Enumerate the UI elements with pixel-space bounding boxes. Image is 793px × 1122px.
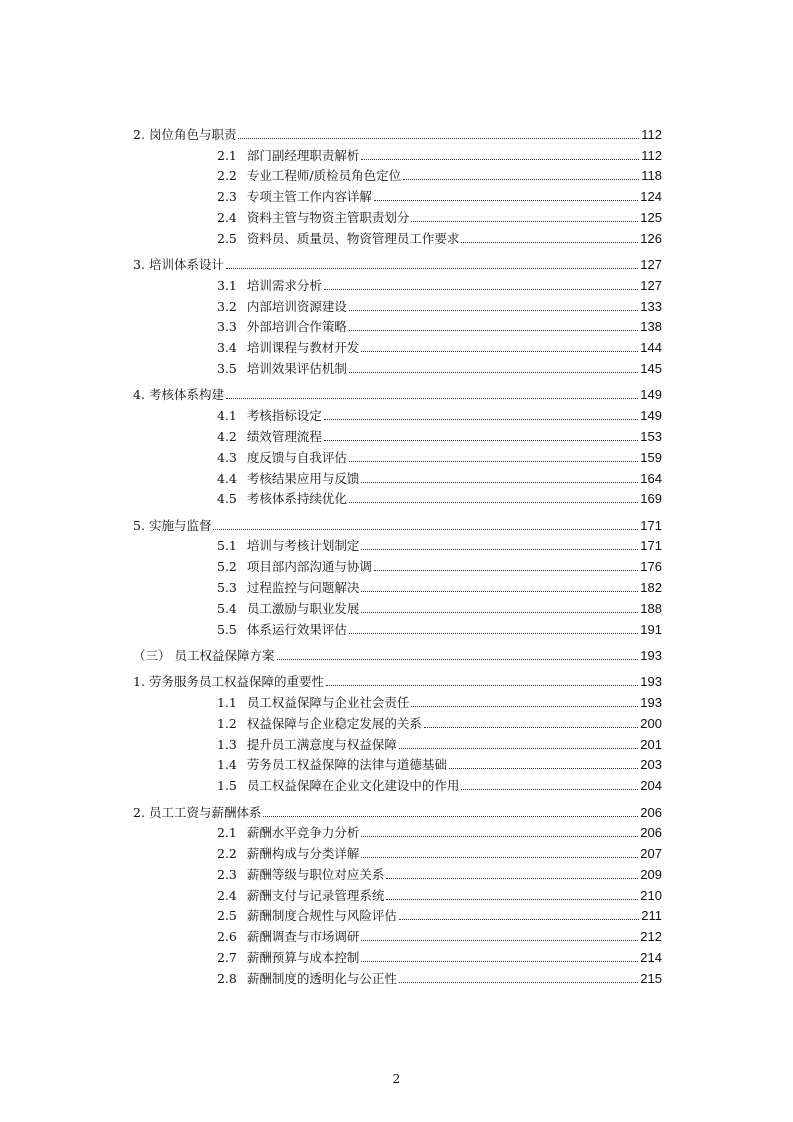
- toc-dot-leader: [263, 816, 638, 817]
- toc-entry-number: 3.4: [217, 340, 237, 356]
- toc-entry-title: 员工工资与薪酬体系: [148, 804, 262, 820]
- toc-entry-subsection[interactable]: [133, 924, 662, 945]
- toc-dot-leader: [403, 179, 639, 180]
- toc-entry-subsection[interactable]: [133, 164, 662, 185]
- toc-entry-title: 薪酬等级与职位对应关系: [246, 866, 385, 882]
- toc-entry-title: 培训需求分析: [246, 277, 322, 293]
- toc-entry-subsection[interactable]: [133, 315, 662, 336]
- table-of-contents: [133, 122, 662, 987]
- toc-entry-number: 5.1: [217, 538, 237, 554]
- toc-entry-number: 3.5: [217, 361, 237, 377]
- toc-entry-subsection[interactable]: [133, 711, 662, 732]
- toc-entry-subsection[interactable]: [133, 273, 662, 294]
- toc-entry-page: 159: [640, 449, 662, 465]
- toc-entry-number: 5.2: [217, 559, 237, 575]
- toc-entry-page: 207: [640, 846, 662, 862]
- toc-dot-leader: [361, 612, 638, 613]
- toc-entry-page: 214: [640, 950, 662, 966]
- toc-entry-number: 2.1: [217, 825, 237, 841]
- toc-dot-leader: [449, 768, 638, 769]
- toc-dot-leader: [361, 940, 638, 941]
- toc-entry-title: 部门副经理职责解析: [246, 147, 360, 163]
- toc-entry-number: 2.: [133, 126, 145, 142]
- toc-entry-number: 2.2: [217, 846, 237, 862]
- toc-dot-leader: [374, 570, 638, 571]
- toc-entry-section[interactable]: [133, 513, 662, 534]
- toc-entry-subsection[interactable]: [133, 487, 662, 508]
- toc-entry-title: 薪酬构成与分类详解: [246, 846, 360, 862]
- toc-entry-title: 培训与考核计划制定: [246, 538, 360, 554]
- toc-entry-page: 112: [641, 147, 662, 163]
- toc-entry-title: 度反馈与自我评估: [246, 449, 347, 465]
- toc-entry-number: 1.3: [217, 736, 237, 752]
- toc-dot-leader: [361, 549, 638, 550]
- toc-entry-number: 4.1: [217, 408, 237, 424]
- toc-dot-leader: [386, 899, 638, 900]
- toc-entry-number: 2.4: [217, 887, 237, 903]
- toc-entry-page: 133: [640, 298, 662, 314]
- toc-entry-number: 1.4: [217, 757, 237, 773]
- toc-entry-subsection[interactable]: [133, 403, 662, 424]
- toc-entry-number: 5.: [133, 517, 145, 533]
- toc-entry-page: 206: [640, 825, 662, 841]
- toc-dot-leader: [374, 200, 638, 201]
- toc-entry-number: （三）: [133, 647, 171, 663]
- toc-entry-number: 4.3: [217, 449, 237, 465]
- toc-entry-number: 2.8: [217, 970, 237, 986]
- toc-entry-page: 215: [640, 970, 662, 986]
- toc-entry-number: 2.1: [217, 147, 237, 163]
- toc-entry-number: 2.5: [217, 908, 237, 924]
- toc-entry-number: 1.2: [217, 715, 237, 731]
- toc-dot-leader: [349, 461, 638, 462]
- toc-entry-number: 3.3: [217, 319, 237, 335]
- toc-dot-leader: [326, 685, 638, 686]
- toc-entry-subsection[interactable]: [133, 596, 662, 617]
- toc-entry-number: 5.4: [217, 600, 237, 616]
- toc-entry-page: 138: [640, 319, 662, 335]
- toc-entry-page: 210: [640, 887, 662, 903]
- toc-entry-title: 考核体系构建: [148, 387, 224, 403]
- toc-entry-title: 岗位角色与职责: [148, 126, 237, 142]
- toc-entry-number: 2.: [133, 804, 145, 820]
- toc-dot-leader: [349, 330, 638, 331]
- toc-dot-leader: [399, 982, 638, 983]
- toc-entry-number: 4.5: [217, 491, 237, 507]
- toc-dot-leader: [226, 398, 638, 399]
- toc-entry-number: 3.: [133, 257, 145, 273]
- toc-entry-page: 191: [640, 621, 662, 637]
- toc-entry-number: 1.5: [217, 778, 237, 794]
- toc-entry-subsection[interactable]: [133, 773, 662, 794]
- toc-entry-title: 考核体系持续优化: [246, 491, 347, 507]
- toc-entry-page: 144: [640, 340, 662, 356]
- toc-entry-title: 培训课程与教材开发: [246, 340, 360, 356]
- toc-dot-leader: [386, 878, 638, 879]
- toc-entry-number: 5.5: [217, 621, 237, 637]
- toc-dot-leader: [361, 836, 638, 837]
- toc-entry-title: 劳务员工权益保障的法律与道德基础: [246, 757, 447, 773]
- toc-entry-subsection[interactable]: [133, 862, 662, 883]
- toc-dot-leader: [361, 961, 638, 962]
- toc-entry-subsection[interactable]: [133, 575, 662, 596]
- toc-entry-subsection[interactable]: [133, 904, 662, 925]
- toc-dot-leader: [424, 727, 638, 728]
- toc-entry-page: 204: [640, 778, 662, 794]
- toc-entry-page: 193: [640, 674, 662, 690]
- toc-entry-page: 206: [640, 804, 662, 820]
- toc-entry-page: 201: [640, 736, 662, 752]
- toc-entry-number: 2.2: [217, 168, 237, 184]
- toc-entry-number: 2.3: [217, 189, 237, 205]
- toc-dot-leader: [238, 138, 639, 139]
- toc-entry-title: 过程监控与问题解决: [246, 580, 360, 596]
- toc-entry-number: 2.5: [217, 230, 237, 246]
- toc-entry-title: 劳务服务员工权益保障的重要性: [148, 674, 324, 690]
- toc-entry-title: 员工权益保障与企业社会责任: [246, 695, 410, 711]
- toc-entry-page: 149: [640, 408, 662, 424]
- toc-entry-subsection[interactable]: [133, 821, 662, 842]
- toc-dot-leader: [226, 268, 638, 269]
- toc-entry-number: 3.2: [217, 298, 237, 314]
- toc-entry-page: 212: [640, 929, 662, 945]
- toc-entry-number: 2.3: [217, 866, 237, 882]
- toc-entry-number: 2.6: [217, 929, 237, 945]
- toc-entry-subsection[interactable]: [133, 466, 662, 487]
- toc-dot-leader: [399, 748, 638, 749]
- toc-entry-title: 员工权益保障方案: [174, 647, 275, 663]
- toc-entry-title: 项目部内部沟通与协调: [246, 559, 372, 575]
- toc-entry-page: 188: [640, 600, 662, 616]
- toc-dot-leader: [213, 529, 638, 530]
- toc-entry-page: 127: [640, 277, 662, 293]
- toc-entry-title: 薪酬预算与成本控制: [246, 950, 360, 966]
- toc-entry-subsection[interactable]: [133, 966, 662, 987]
- toc-dot-leader: [411, 221, 638, 222]
- toc-entry-subsection[interactable]: [133, 294, 662, 315]
- toc-dot-leader: [349, 633, 638, 634]
- toc-dot-leader: [324, 419, 638, 420]
- toc-entry-title: 提升员工满意度与权益保障: [246, 736, 397, 752]
- toc-entry-number: 2.7: [217, 950, 237, 966]
- toc-entry-subsection[interactable]: [133, 143, 662, 164]
- toc-entry-page: 169: [640, 491, 662, 507]
- toc-entry-page: 126: [640, 230, 662, 246]
- toc-dot-leader: [411, 706, 638, 707]
- toc-entry-subsection[interactable]: [133, 534, 662, 555]
- toc-entry-section[interactable]: [133, 383, 662, 404]
- toc-entry-number: 4.: [133, 387, 145, 403]
- toc-dot-leader: [349, 372, 638, 373]
- toc-entry-number: 4.2: [217, 428, 237, 444]
- toc-entry-number: 2.4: [217, 209, 237, 225]
- toc-entry-title: 薪酬水平竞争力分析: [246, 825, 360, 841]
- toc-entry-title: 权益保障与企业稳定发展的关系: [246, 715, 422, 731]
- toc-entry-page: 203: [640, 757, 662, 773]
- toc-entry-title: 考核结果应用与反馈: [246, 470, 360, 486]
- toc-entry-title: 薪酬支付与记录管理系统: [246, 887, 385, 903]
- toc-entry-title: 培训体系设计: [148, 257, 224, 273]
- toc-dot-leader: [349, 502, 638, 503]
- toc-entry-subsection[interactable]: [133, 205, 662, 226]
- toc-entry-subsection[interactable]: [133, 554, 662, 575]
- toc-entry-section[interactable]: [133, 643, 662, 664]
- toc-entry-page: 118: [641, 168, 662, 184]
- toc-dot-leader: [324, 440, 638, 441]
- toc-entry-title: 资料主管与物资主管职责划分: [246, 209, 410, 225]
- toc-entry-page: 149: [640, 387, 662, 403]
- toc-entry-title: 绩效管理流程: [246, 428, 322, 444]
- toc-entry-title: 培训效果评估机制: [246, 361, 347, 377]
- toc-entry-number: 5.3: [217, 580, 237, 596]
- toc-entry-number: 1.: [133, 674, 145, 690]
- toc-entry-page: 211: [641, 908, 662, 924]
- toc-entry-title: 专业工程师/质检员角色定位: [246, 168, 402, 184]
- toc-entry-page: 145: [640, 361, 662, 377]
- toc-entry-title: 员工权益保障在企业文化建设中的作用: [246, 778, 460, 794]
- toc-entry-title: 员工激励与职业发展: [246, 600, 360, 616]
- toc-entry-number: 3.1: [217, 277, 237, 293]
- toc-entry-subsection[interactable]: [133, 424, 662, 445]
- toc-entry-page: 171: [640, 517, 662, 533]
- toc-entry-page: 164: [640, 470, 662, 486]
- toc-entry-page: 125: [640, 209, 662, 225]
- toc-dot-leader: [349, 310, 638, 311]
- toc-entry-page: 112: [641, 126, 662, 142]
- toc-entry-subsection[interactable]: [133, 690, 662, 711]
- toc-entry-title: 内部培训资源建设: [246, 298, 347, 314]
- toc-entry-subsection[interactable]: [133, 732, 662, 753]
- toc-entry-title: 实施与监督: [148, 517, 212, 533]
- toc-entry-title: 资料员、质量员、物资管理员工作要求: [246, 230, 460, 246]
- toc-entry-title: 体系运行效果评估: [246, 621, 347, 637]
- toc-entry-page: 193: [640, 647, 662, 663]
- toc-entry-page: 182: [640, 580, 662, 596]
- toc-entry-title: 薪酬制度的透明化与公正性: [246, 970, 397, 986]
- toc-entry-subsection[interactable]: [133, 226, 662, 247]
- toc-entry-section[interactable]: [133, 252, 662, 273]
- toc-dot-leader: [461, 242, 638, 243]
- toc-dot-leader: [361, 482, 638, 483]
- toc-entry-page: 200: [640, 715, 662, 731]
- toc-entry-subsection[interactable]: [133, 753, 662, 774]
- toc-entry-number: 1.1: [217, 695, 237, 711]
- toc-entry-subsection[interactable]: [133, 617, 662, 638]
- toc-entry-title: 专项主管工作内容详解: [246, 189, 372, 205]
- toc-entry-page: 193: [640, 695, 662, 711]
- toc-entry-page: 171: [640, 538, 662, 554]
- toc-entry-subsection[interactable]: [133, 841, 662, 862]
- toc-entry-page: 124: [640, 189, 662, 205]
- toc-entry-page: 209: [640, 866, 662, 882]
- toc-dot-leader: [361, 351, 638, 352]
- toc-entry-section[interactable]: [133, 669, 662, 690]
- toc-dot-leader: [399, 919, 639, 920]
- toc-entry-number: 4.4: [217, 470, 237, 486]
- toc-entry-subsection[interactable]: [133, 445, 662, 466]
- toc-entry-title: 外部培训合作策略: [246, 319, 347, 335]
- toc-entry-subsection[interactable]: [133, 883, 662, 904]
- toc-entry-subsection[interactable]: [133, 335, 662, 356]
- toc-entry-page: 127: [640, 257, 662, 273]
- toc-dot-leader: [277, 659, 639, 660]
- toc-entry-title: 薪酬制度合规性与风险评估: [246, 908, 397, 924]
- toc-entry-subsection[interactable]: [133, 945, 662, 966]
- toc-entry-subsection[interactable]: [133, 184, 662, 205]
- toc-dot-leader: [461, 789, 638, 790]
- toc-entry-title: 薪酬调查与市场调研: [246, 929, 360, 945]
- toc-dot-leader: [361, 857, 638, 858]
- toc-dot-leader: [361, 591, 638, 592]
- toc-entry-subsection[interactable]: [133, 356, 662, 377]
- page-number: 2: [392, 1072, 401, 1086]
- toc-entry-section[interactable]: [133, 800, 662, 821]
- toc-entry-page: 176: [640, 559, 662, 575]
- toc-dot-leader: [361, 159, 639, 160]
- toc-dot-leader: [324, 289, 638, 290]
- toc-entry-page: 153: [640, 428, 662, 444]
- toc-entry-section[interactable]: [133, 122, 662, 143]
- toc-entry-title: 考核指标设定: [246, 408, 322, 424]
